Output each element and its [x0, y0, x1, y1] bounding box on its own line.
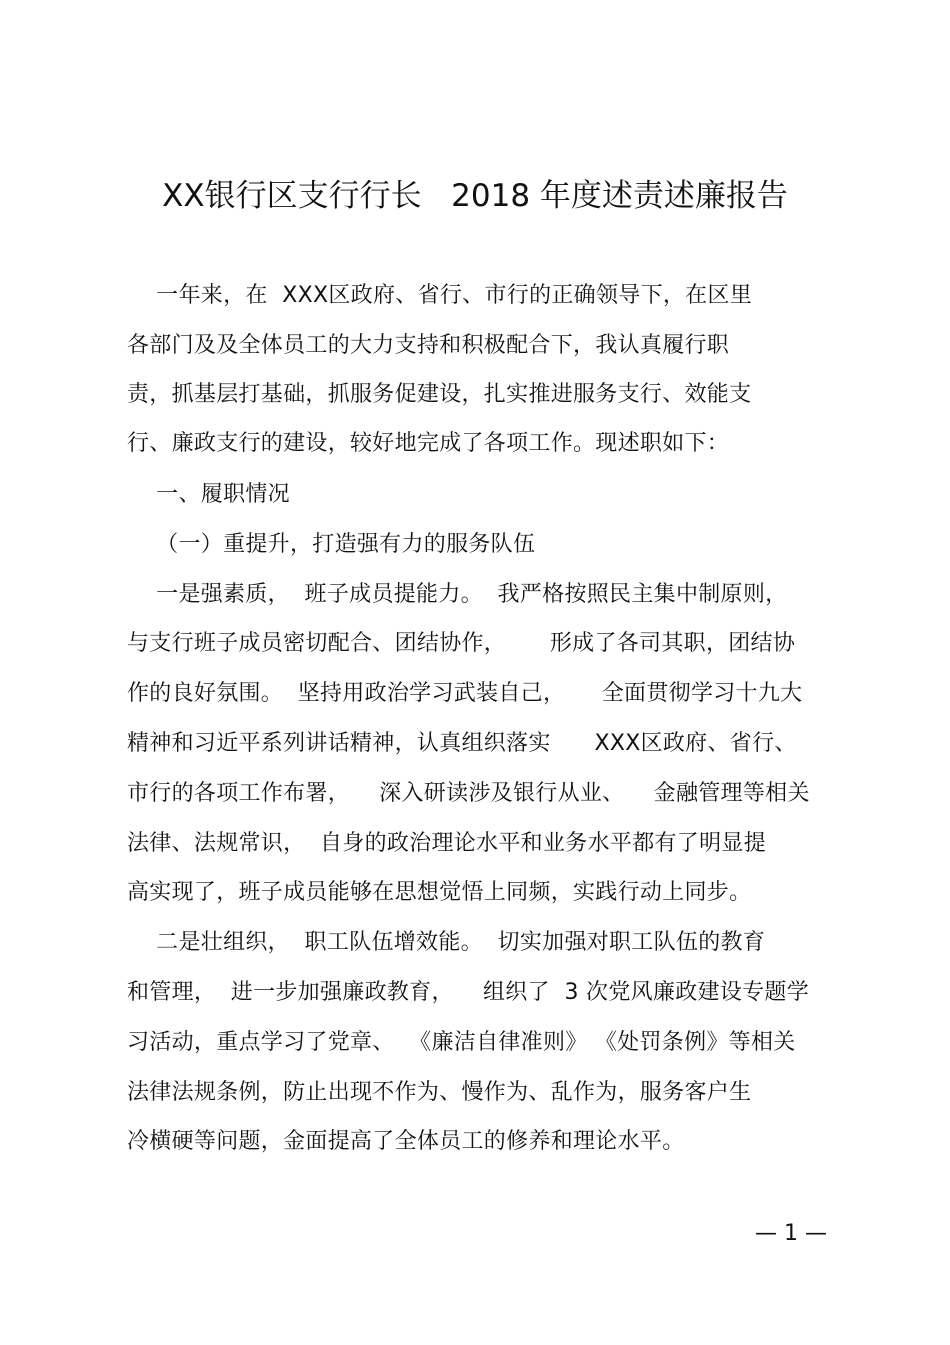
body-line: 习活动，重点学习了党章、 《廉洁自律准则》 《处罚条例》等相关 [127, 1030, 796, 1055]
body-line: 行、廉政支行的建设，较好地完成了各项工作。现述职如下： [127, 431, 730, 456]
subsection-heading: （一）重提升，打造强有力的服务队伍 [127, 532, 536, 557]
section-heading: 一、履职情况 [127, 482, 290, 507]
body-line: 高实现了，班子成员能够在思想觉悟上同频，实践行动上同步。 [127, 880, 752, 905]
body-line: 冷横硬等问题，金面提高了全体员工的修养和理论水平。 [127, 1129, 685, 1154]
body-line: 二是壮组织， 职工队伍增效能。 切实加强对职工队伍的教育 [127, 930, 766, 955]
body-line: 一年来，在 XXX区政府、省行、市行的正确领导下，在区里 [127, 283, 753, 308]
body-line: 和管理， 进一步加强廉政教育， 组织了 3 次党风廉政建设专题学 [127, 980, 810, 1005]
body-line: 法律法规条例，防止出现不作为、慢作为、乱作为，服务客户生 [127, 1080, 752, 1105]
body-line: 法律、法规常识， 自身的政治理论水平和业务水平都有了明显提 [127, 831, 766, 856]
document-title: XX银行区支行行长 2018 年度述责述廉报告 [162, 178, 788, 214]
page-number: — 1 — [755, 1221, 827, 1246]
body-line: 一是强素质， 班子成员提能力。 我严格按照民主集中制原则， [127, 582, 788, 607]
body-line: 各部门及及全体员工的大力支持和积极配合下，我认真履行职 [127, 333, 730, 358]
body-line: 精神和习近平系列讲话精神，认真组织落实 XXX区政府、省行、 [127, 731, 797, 756]
body-line: 作的良好氛围。 坚持用政治学习武装自己， 全面贯彻学习十九大 [127, 681, 803, 706]
body-line: 与支行班子成员密切配合、团结协作， 形成了各司其职，团结协 [127, 631, 796, 656]
body-line: 责，抓基层打基础，抓服务促建设，扎实推进服务支行、效能支 [127, 382, 752, 407]
body-line: 市行的各项工作布署， 深入研读涉及银行从业、 金融管理等相关 [127, 781, 810, 806]
